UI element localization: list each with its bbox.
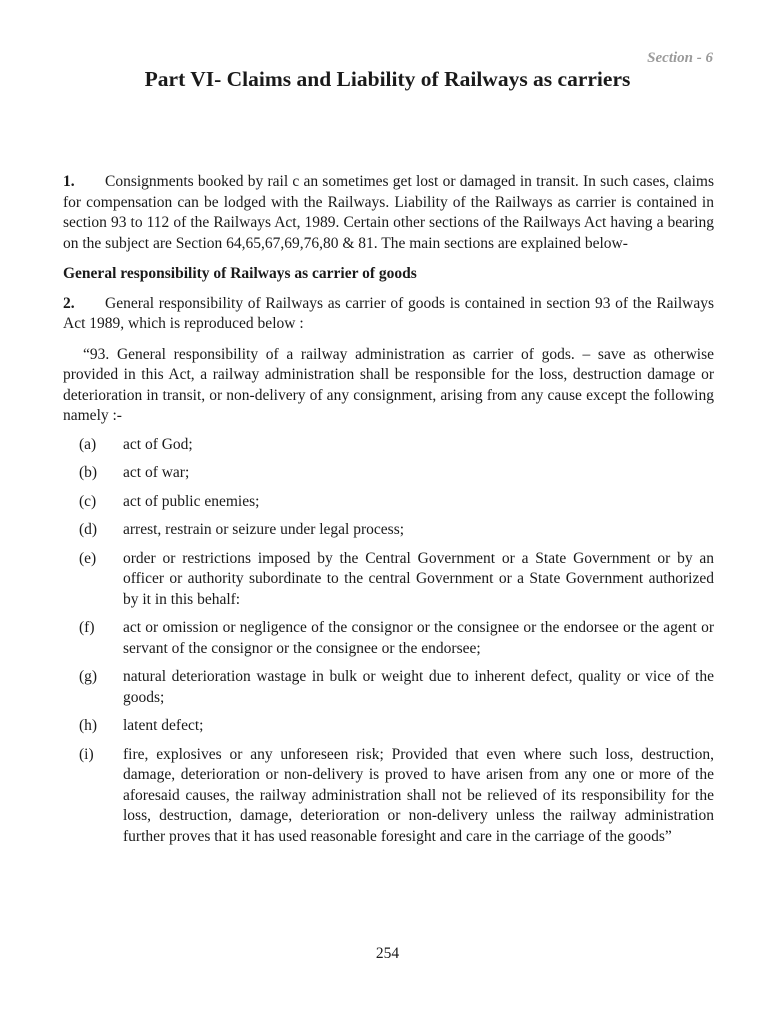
list-item bbox=[63, 549, 714, 611]
list-item-label: (e) bbox=[79, 549, 97, 567]
list-item-label: (h) bbox=[79, 717, 98, 734]
list-item bbox=[63, 667, 714, 708]
list-item bbox=[63, 716, 714, 737]
list-item-text: act of God; bbox=[123, 435, 193, 453]
list-item bbox=[63, 745, 714, 848]
quoted-section-93: “93. General responsibility of a railway administration as carrier of gods. – save as otherwise provided in this Act, a railway administration shall be responsible for the loss, destruction damage or deterioration in transit, or non-delivery of any consignment, arising from any cause except the following namely :- bbox=[63, 345, 714, 424]
list-item-text: natural deterioration wastage in bulk or weight due to inherent defect, quality or vice of the goods; bbox=[123, 668, 714, 706]
list-item-label: (g) bbox=[79, 668, 98, 685]
list-item-label: (b) bbox=[79, 464, 98, 481]
paragraph-1 bbox=[63, 172, 714, 254]
page-title: Part VI- Claims and Liability of Railways as carriers bbox=[144, 67, 631, 91]
paragraph-1-number: 1. bbox=[63, 173, 75, 190]
list-item-text: order or restrictions imposed by the Central Government or a State Government or by an officer or authority subordinate to the central Government or a State Government authorized by it in this behalf: bbox=[123, 549, 714, 608]
list-item-text: act of war; bbox=[123, 464, 190, 481]
list-item-label: (d) bbox=[79, 521, 98, 538]
document-body bbox=[63, 172, 714, 855]
list-item-label: (i) bbox=[79, 745, 94, 763]
page-number: 254 bbox=[375, 945, 400, 962]
list-item-text: fire, explosives or any unforeseen risk; Provided that even where such loss, destruction, damage, deterioration or non-delivery is proved to have arisen from any one or more of the aforesaid causes, the railway administration shall not be relieved of its responsibility for the loss, destruction, damage, deterioration or non-delivery unless the railway administration further proves that it has used reasonable foresight and care in the carriage of the goods” bbox=[123, 745, 714, 845]
list-item-label: (c) bbox=[79, 492, 97, 510]
list-item bbox=[63, 618, 714, 659]
section-label: Section - 6 bbox=[647, 50, 713, 66]
list-item bbox=[63, 492, 714, 513]
list-item-label: (f) bbox=[79, 619, 95, 636]
exception-list bbox=[63, 435, 714, 848]
paragraph-2-number: 2. bbox=[63, 294, 75, 312]
paragraph-2-text: General responsibility of Railways as carrier of goods is contained in section 93 of the Railways Act 1989, which is reproduced below : bbox=[63, 294, 714, 332]
list-item-text: latent defect; bbox=[123, 717, 204, 734]
list-item bbox=[63, 463, 714, 484]
list-item-text: act or omission or negligence of the consignor or the consignee or the endorsee or the agent or servant of the consignor or the consignee or the endorsee; bbox=[123, 619, 714, 657]
list-item-text: act of public enemies; bbox=[123, 492, 260, 510]
list-item-label: (a) bbox=[79, 435, 97, 453]
list-item-text: arrest, restrain or seizure under legal process; bbox=[123, 521, 405, 538]
list-item bbox=[63, 520, 714, 541]
list-item bbox=[63, 435, 714, 456]
section-heading: General responsibility of Railways as carrier of goods bbox=[63, 265, 417, 282]
paragraph-1-text: Consignments booked by rail c an sometimes get lost or damaged in transit. In such cases, claims for compensation can be lodged with the Railways. Liability of the Railways as carrier is contained in section 93 to 112 of the Railways Act, 1989. Certain other sections of the Railways Act having a bearing on the subject are Section 64,65,67,69,76,80 & 81. The main sections are explained below- bbox=[63, 173, 714, 252]
paragraph-2 bbox=[63, 294, 714, 335]
